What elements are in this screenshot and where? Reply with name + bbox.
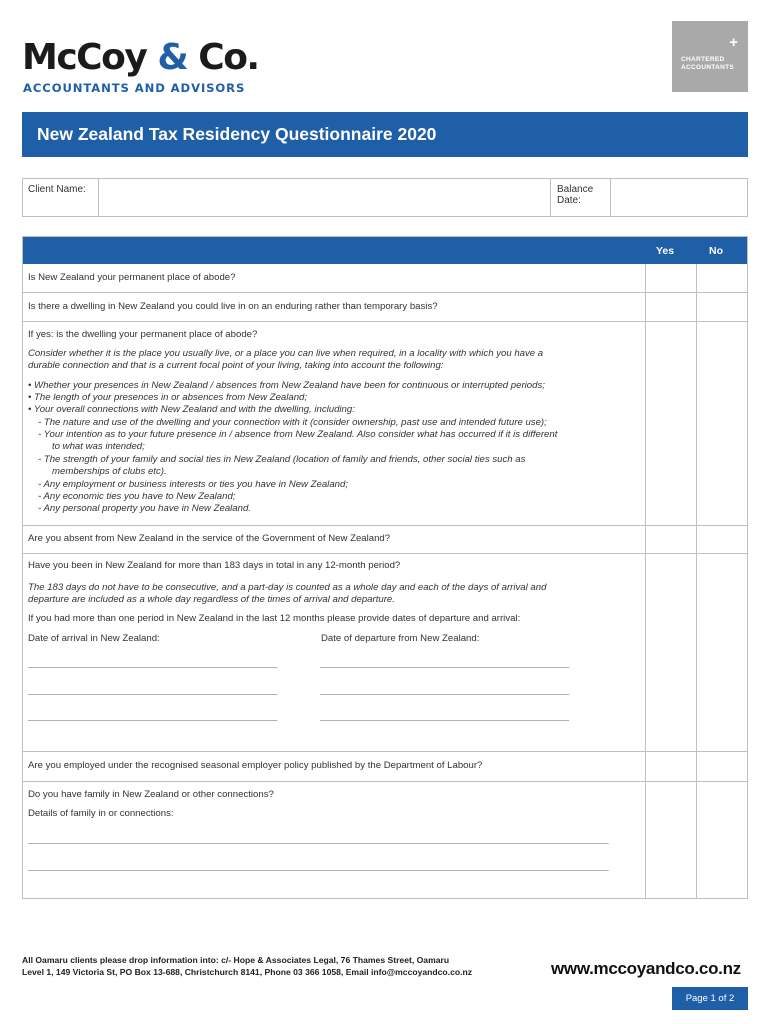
q3-sub-item: - The strength of your family and social ties in New Zealand (location of family and friends, other social ties such as (38, 454, 526, 465)
q5-no-cell[interactable] (697, 554, 747, 751)
yes-column-header: Yes (655, 245, 675, 257)
question-seasonal-employer: Are you employed under the recognised seasonal employer policy published by the Department of Labour? (28, 760, 483, 771)
family-details-label: Details of family in or connections: (28, 808, 174, 819)
badge-line-1: CHARTERED (681, 56, 725, 63)
client-info-box (22, 178, 748, 217)
q3-no-cell[interactable] (697, 322, 747, 525)
questions-table (22, 236, 748, 899)
q3-bullet: • Whether your presences in New Zealand / absences from New Zealand have been for continuous or interrupted periods; (28, 380, 545, 391)
q5-note-line: departure are included as a whole day regardless of the times of arrival and departure. (28, 594, 395, 605)
q3-sub-item: - Any economic ties you have to New Zealand; (38, 491, 236, 502)
row-divider (23, 292, 747, 293)
question-family-connections: Do you have family in New Zealand or other connections? (28, 789, 274, 800)
q7-yes-cell[interactable] (646, 782, 696, 898)
q6-yes-cell[interactable] (646, 752, 696, 781)
q5-note-line: The 183 days do not have to be consecutive, and a part-day is counted as a whole day and each of the days of arrival and (28, 582, 547, 593)
departure-date-field[interactable]: ______________________________________________________ (320, 685, 569, 695)
q4-no-cell[interactable] (697, 526, 747, 553)
page-indicator (672, 987, 748, 1010)
company-tagline: ACCOUNTANTS AND ADVISORS (23, 81, 246, 95)
q3-note-line: durable connection and that is a current focal point of your living, taking into account the following: (28, 360, 444, 371)
row-divider (23, 751, 747, 752)
arrival-date-label: Date of arrival in New Zealand: (28, 633, 160, 644)
q7-no-cell[interactable] (697, 782, 747, 898)
row-divider (23, 525, 747, 526)
arrival-date-field[interactable]: ______________________________________________________ (28, 711, 277, 721)
footer-oamaru-address: All Oamaru clients please drop information into: c/- Hope & Associates Legal, 76 Thames Street, Oamaru (22, 955, 450, 965)
balance-date-label: Balance Date: (557, 184, 594, 206)
title-banner (22, 112, 748, 157)
family-details-field[interactable]: ______________________________________________________________________________________________________________________________ (28, 861, 609, 871)
q6-no-cell[interactable] (697, 752, 747, 781)
q3-sub-item-cont: to what was intended; (52, 441, 145, 452)
q1-no-cell[interactable] (697, 265, 747, 292)
q5-yes-cell[interactable] (646, 554, 696, 751)
q3-sub-item-cont: memberships of clubs etc). (52, 466, 167, 477)
q1-yes-cell[interactable] (646, 265, 696, 292)
balance-date-label-cell (551, 179, 611, 216)
page-title: New Zealand Tax Residency Questionnaire 2020 (37, 124, 437, 144)
family-details-field[interactable]: ______________________________________________________________________________________________________________________________ (28, 834, 609, 844)
departure-date-field[interactable]: ______________________________________________________ (320, 711, 569, 721)
q3-sub-item: - Any personal property you have in New Zealand. (38, 503, 251, 514)
q3-sub-item: - Any employment or business interests or ties you have in New Zealand; (38, 479, 348, 490)
q4-yes-cell[interactable] (646, 526, 696, 553)
plus-icon: + (729, 34, 738, 51)
arrival-date-field[interactable]: ______________________________________________________ (28, 685, 277, 695)
departure-date-field[interactable]: ______________________________________________________ (320, 658, 569, 668)
badge-line-2: ACCOUNTANTS (681, 64, 735, 71)
q2-yes-cell[interactable] (646, 293, 696, 321)
question-dwelling: Is there a dwelling in New Zealand you could live in on an enduring rather than temporary basis? (28, 301, 438, 312)
q3-bullet: • Your overall connections with New Zealand and with the dwelling, including: (28, 404, 355, 415)
logo-name-part1: McCoy (22, 37, 158, 78)
q3-note-line: Consider whether it is the place you usually live, or a place you can live when required, in a locality with which you have a (28, 348, 544, 359)
q3-bullet: • The length of your presences in or absences from New Zealand; (28, 392, 308, 403)
q5-more-periods: If you had more than one period in New Zealand in the last 12 months please provide dates of departure and arrival: (28, 613, 521, 624)
q3-sub-item: - The nature and use of the dwelling and your connection with it (consider ownership, past use and intended future use); (38, 417, 547, 428)
client-name-field[interactable] (99, 179, 551, 216)
row-divider (23, 553, 747, 554)
arrival-date-field[interactable]: ______________________________________________________ (28, 658, 277, 668)
table-header (23, 237, 747, 264)
q3-yes-cell[interactable] (646, 322, 696, 525)
q2-no-cell[interactable] (697, 293, 747, 321)
page-number: Page 1 of 2 (685, 993, 735, 1004)
footer-contact-details: Level 1, 149 Victoria St, PO Box 13-688, Christchurch 8141, Phone 03 366 1058, Email info@mccoyandco.co.nz (22, 967, 473, 977)
balance-date-field[interactable] (611, 179, 747, 216)
chartered-accountants-badge (672, 21, 748, 92)
question-government-service: Are you absent from New Zealand in the service of the Government of New Zealand? (28, 533, 391, 544)
departure-date-label: Date of departure from New Zealand: (321, 633, 480, 644)
client-name-label: Client Name: (28, 184, 86, 195)
company-logo (22, 38, 259, 78)
question-permanent-abode: Is New Zealand your permanent place of abode? (28, 272, 236, 283)
logo-name-part2: Co. (187, 37, 259, 78)
client-name-label-cell (23, 179, 99, 216)
question-dwelling-abode: If yes: is the dwelling your permanent place of abode? (28, 329, 258, 340)
question-183-days: Have you been in New Zealand for more than 183 days in total in any 12-month period? (28, 560, 401, 571)
no-column-header: No (709, 245, 723, 257)
q3-sub-item: - Your intention as to your future presence in / absence from New Zealand. Also consider what has occurred if it is different (38, 429, 558, 440)
row-divider (23, 781, 747, 782)
logo-ampersand: & (157, 37, 188, 78)
website-link[interactable]: www.mccoyandco.co.nz (551, 959, 741, 978)
row-divider (23, 321, 747, 322)
